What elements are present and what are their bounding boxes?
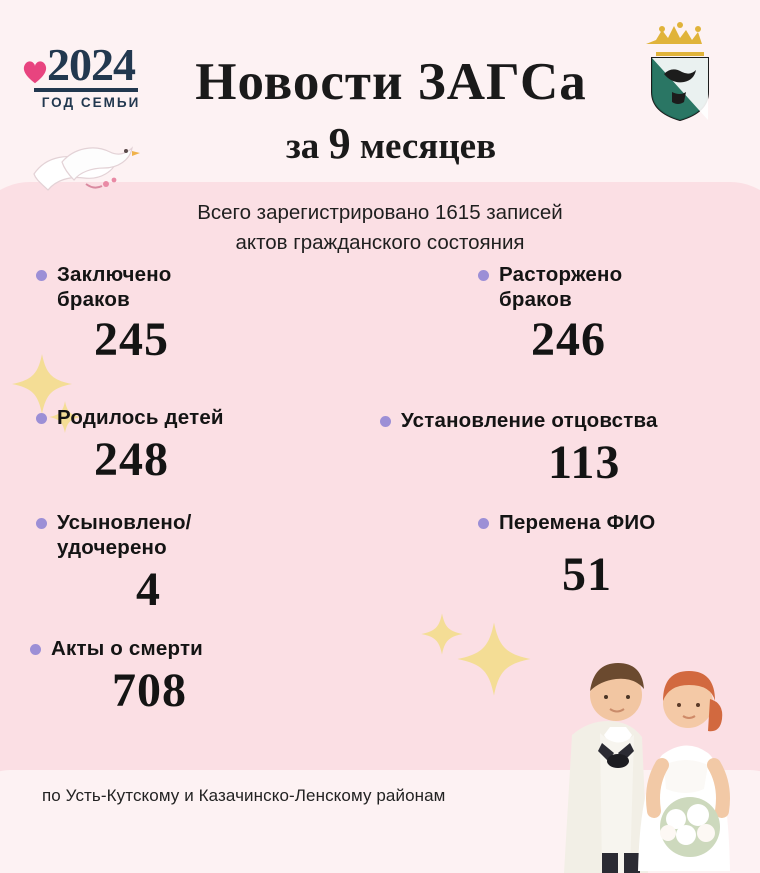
bullet-icon: [36, 518, 47, 529]
stat-label-line1: Заключено: [57, 263, 172, 286]
stat-namechange-value: 51: [562, 548, 612, 601]
stat-label-line2: удочерено: [57, 536, 167, 559]
stat-births-head: [36, 405, 224, 430]
subtitle-prefix: за: [285, 126, 320, 167]
summary-text: [0, 198, 760, 258]
stat-divorces-label: [499, 262, 622, 312]
wedding-couple-icon: [542, 615, 752, 873]
stat-births: [36, 405, 224, 486]
bullet-icon: [478, 270, 489, 281]
stat-namechange-head: [478, 510, 655, 535]
page-title-block: [0, 52, 760, 169]
stat-paternity: [380, 408, 658, 489]
stat-divorces: [478, 262, 622, 366]
logo-tagline: ГОД СЕМЬИ: [41, 95, 141, 110]
stat-deaths: [30, 636, 203, 717]
stat-adoptions-value: 4: [136, 563, 161, 616]
stat-divorces-value: 246: [531, 313, 606, 366]
stat-marriages-label: [57, 262, 172, 312]
bullet-icon: [380, 416, 391, 427]
stat-label-line1: Усыновлено/: [57, 511, 192, 534]
stat-deaths-label: Акты о смерти: [51, 637, 203, 660]
stat-births-value: 248: [94, 433, 169, 486]
bullet-icon: [36, 413, 47, 424]
stat-label-line2: браков: [499, 288, 572, 311]
page-title: Новости ЗАГСа: [195, 53, 587, 111]
sparkle-icon: [420, 612, 464, 661]
logo-year: 2024: [47, 39, 135, 90]
page-subtitle: [0, 118, 760, 169]
stat-divorces-head: [478, 262, 622, 312]
stat-deaths-value: 708: [112, 664, 187, 717]
bullet-icon: [478, 518, 489, 529]
summary-line-2: актов гражданского состояния: [235, 231, 525, 254]
stat-namechange: [478, 510, 655, 601]
stat-label-line2: браков: [57, 288, 130, 311]
subtitle-suffix: месяцев: [359, 126, 497, 167]
bullet-icon: [30, 644, 41, 655]
footer-note: по Усть-Кутскому и Казачинско-Ленскому районам: [42, 786, 446, 805]
sparkle-icon: [455, 620, 533, 703]
stat-marriages-value: 245: [94, 313, 169, 366]
subtitle-number: 9: [328, 119, 351, 168]
stat-adoptions-head: [36, 510, 192, 560]
stat-marriages-head: [36, 262, 172, 312]
stat-adoptions-label: [57, 510, 192, 560]
stat-paternity-value: 113: [548, 436, 621, 489]
stat-adoptions: [36, 510, 192, 616]
stat-namechange-label: Перемена ФИО: [499, 511, 656, 534]
stat-births-label: Родилось детей: [57, 406, 224, 429]
stat-marriages: [36, 262, 172, 366]
stat-label-line1: Расторжено: [499, 263, 623, 286]
stat-paternity-label: Установление отцовства: [401, 409, 658, 432]
stat-deaths-head: [30, 636, 203, 661]
summary-line-1: Всего зарегистрировано 1615 записей: [197, 201, 563, 224]
stat-paternity-head: [380, 408, 658, 433]
bullet-icon: [36, 270, 47, 281]
